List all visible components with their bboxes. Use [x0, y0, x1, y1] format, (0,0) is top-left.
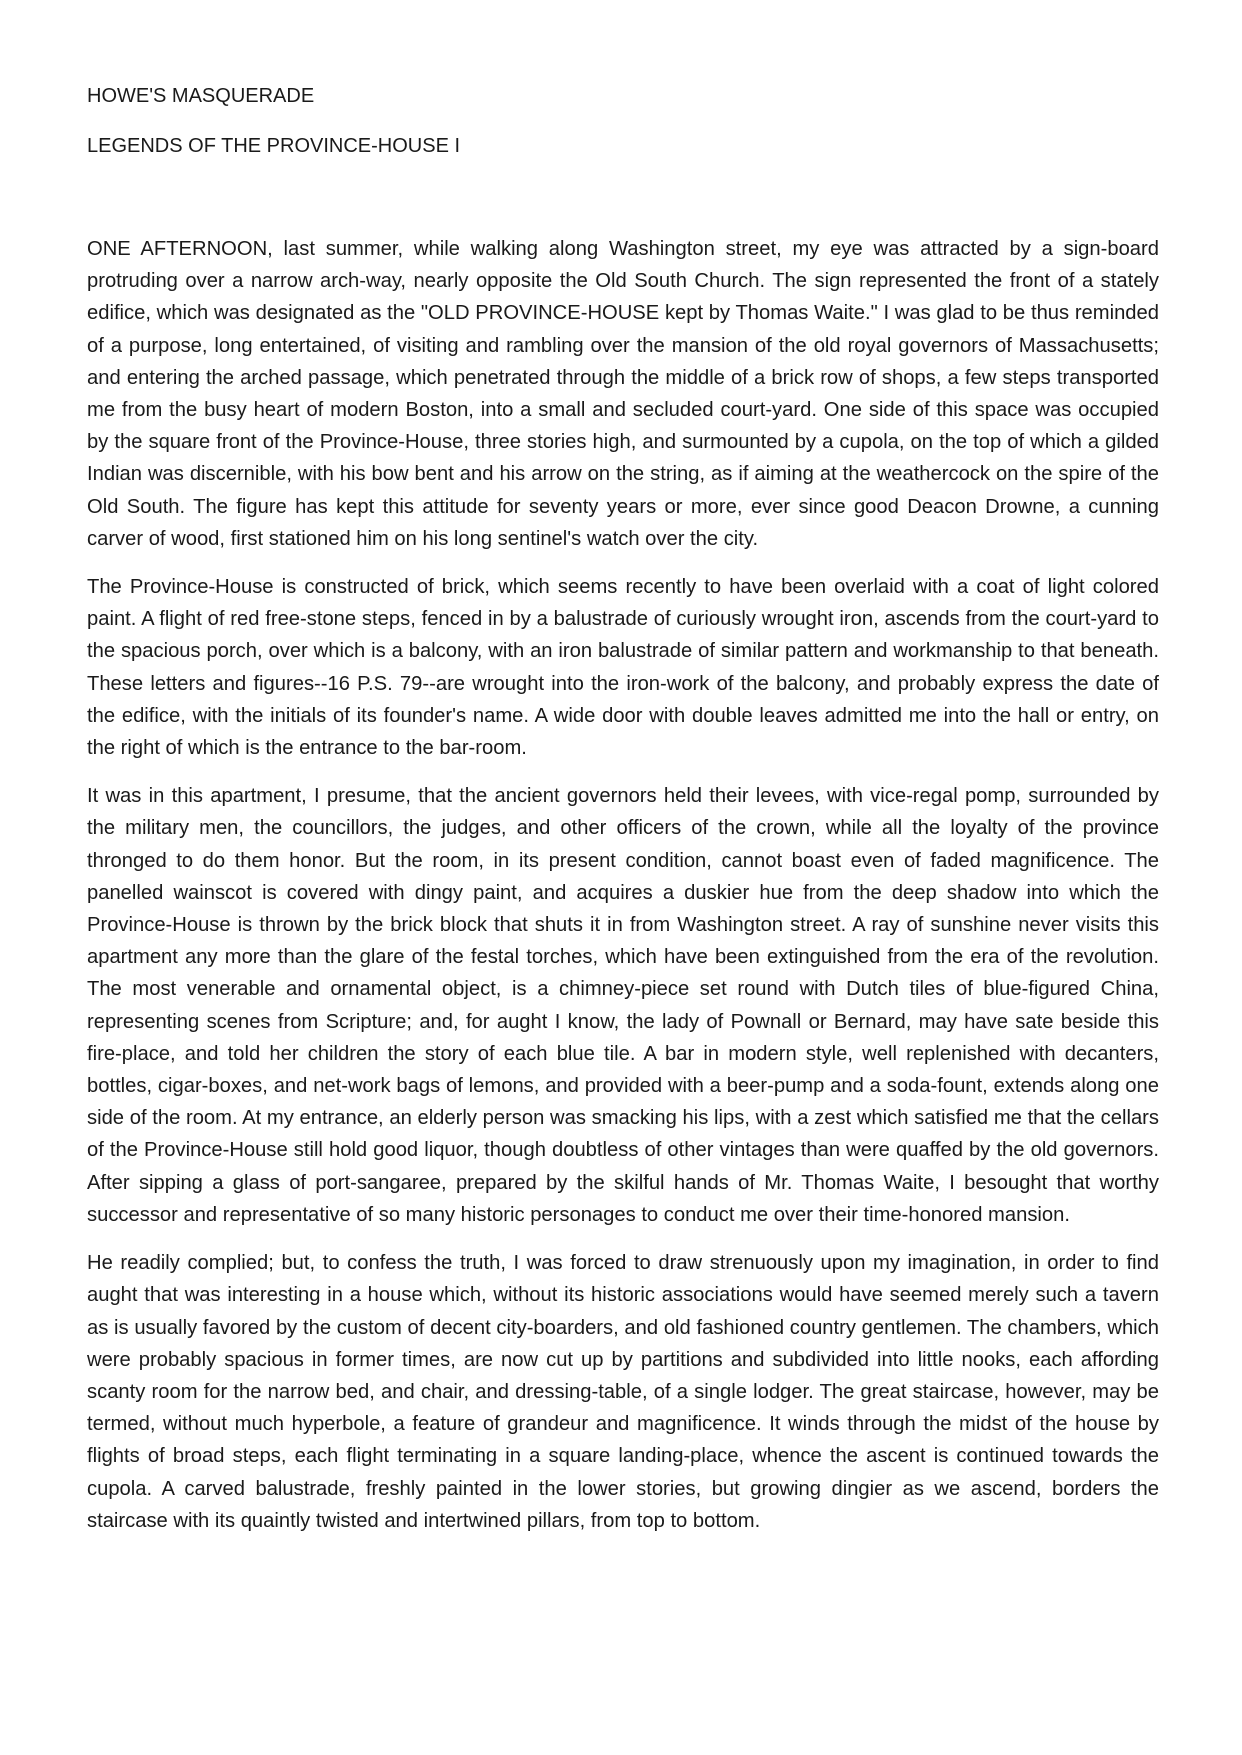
paragraph: The Province-House is constructed of brick, which seems recently to have been overlaid with a coat of light colored paint. A flight of red free-stone steps, fenced in by a balustrade of curiously wrought iron, ascends from the court-yard to the spacious porch, over which is a balcony, with an iron balustrade of similar pattern and workmanship to that beneath. These letters and figures--16 P.S. 79--are wrought into the iron-work of the balcony, and probably express the date of the edifice, with the initials of its founder's name. A wide door with double leaves admitted me into the hall or entry, on the right of which is the entrance to the bar-room.: [87, 576, 1159, 760]
document-subtitle: LEGENDS OF THE PROVINCE-HOUSE I: [87, 135, 461, 157]
document-body: [87, 233, 1159, 1537]
paragraph: ONE AFTERNOON, last summer, while walking along Washington street, my eye was attracted by a sign-board protruding over a narrow arch-way, nearly opposite the Old South Church. The sign represented the front of a stately edifice, which was designated as the "OLD PROVINCE-HOUSE kept by Thomas Waite." I was glad to be thus reminded of a purpose, long entertained, of visiting and rambling over the mansion of the old royal governors of Massachusetts; and entering the arched passage, which penetrated through the middle of a brick row of shops, a few steps transported me from the busy heart of modern Boston, into a small and secluded court-yard. One side of this space was occupied by the square front of the Province-House, three stories high, and surmounted by a cupola, on the top of which a gilded Indian was discernible, with his bow bent and his arrow on the string, as if aiming at the weathercock on the spire of the Old South. The figure has kept this attitude for seventy years or more, ever since good Deacon Drowne, a cunning carver of wood, first stationed him on his long sentinel's watch over the city.: [87, 238, 1159, 550]
paragraph: It was in this apartment, I presume, that the ancient governors held their levees, with vice-regal pomp, surrounded by the military men, the councillors, the judges, and other officers of the crown, while all the loyalty of the province thronged to do them honor. But the room, in its present condition, cannot boast even of faded magnificence. The panelled wainscot is covered with dingy paint, and acquires a duskier hue from the deep shadow into which the Province-House is thrown by the brick block that shuts it in from Washington street. A ray of sunshine never visits this apartment any more than the glare of the festal torches, which have been extinguished from the era of the revolution. The most venerable and ornamental object, is a chimney-piece set round with Dutch tiles of blue-figured China, representing scenes from Scripture; and, for aught I know, the lady of Pownall or Bernard, may have sate beside this fire-place, and told her children the story of each blue tile. A bar in modern style, well replenished with decanters, bottles, cigar-boxes, and net-work bags of lemons, and provided with a beer-pump and a soda-fount, extends along one side of the room. At my entrance, an elderly person was smacking his lips, with a zest which satisfied me that the cellars of the Province-House still hold good liquor, though doubtless of other vintages than were quaffed by the old governors. After sipping a glass of port-sangaree, prepared by the skilful hands of Mr. Thomas Waite, I besought that worthy successor and representative of so many historic personages to conduct me over their time-honored mansion.: [87, 785, 1159, 1226]
paragraph: He readily complied; but, to confess the truth, I was forced to draw strenuously upon my imagination, in order to find aught that was interesting in a house which, without its historic associations would have seemed merely such a tavern as is usually favored by the custom of decent city-boarders, and old fashioned country gentlemen. The chambers, which were probably spacious in former times, are now cut up by partitions and subdivided into little nooks, each affording scanty room for the narrow bed, and chair, and dressing-table, of a single lodger. The great staircase, however, may be termed, without much hyperbole, a feature of grandeur and magnificence. It winds through the midst of the house by flights of broad steps, each flight terminating in a square landing-place, whence the ascent is continued towards the cupola. A carved balustrade, freshly painted in the lower stories, but growing dingier as we ascend, borders the staircase with its quaintly twisted and intertwined pillars, from top to bottom.: [87, 1252, 1159, 1532]
document-title: HOWE'S MASQUERADE: [87, 85, 315, 107]
document-page: [87, 80, 1159, 1553]
